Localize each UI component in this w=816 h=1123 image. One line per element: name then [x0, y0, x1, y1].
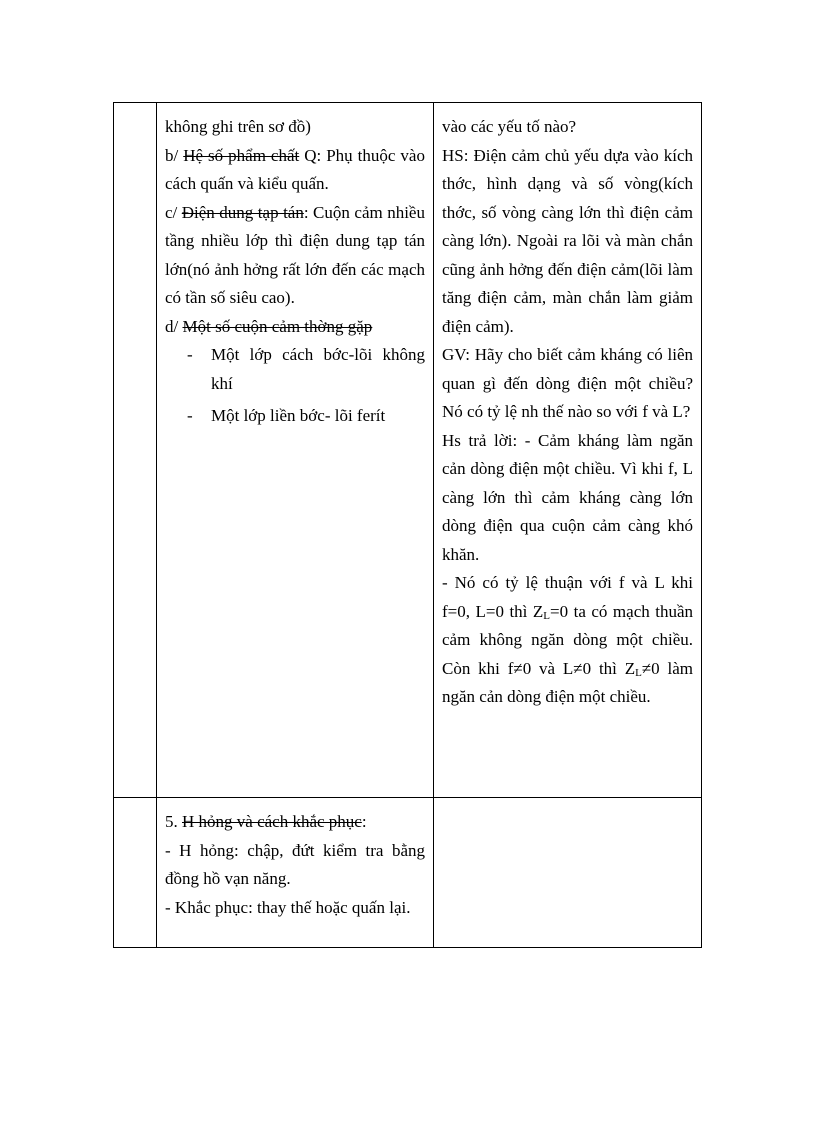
paragraph: Hs trả lời: - Cảm kháng làm ngăn cản dòng điện một chiều. Vì khi f, L càng lớn thì cảm kháng càng lớn dòng điện qua cuộn cảm càng khó khăn. — [442, 430, 693, 564]
b-text: Q: Phụ thuộc vào cách quấn và kiểu quấn. — [165, 145, 425, 193]
paragraph: - Khắc phục: thay thế hoặc quấn lại. — [165, 897, 411, 917]
paragraph: - Nó có tỷ lệ thuận với f và L khi f=0, L=0 thì ZL=0 ta có mạch thuần cảm không ngăn dòng một chiều. Còn khi f≠0 và L≠0 thì ZL≠0 làm ngăn cản dòng điện một chiều. — [442, 573, 693, 706]
empty-cell — [434, 798, 702, 948]
paragraph: GV: Hãy cho biết cảm kháng có liên quan gì đến dòng điện một chiều? Nó có tỷ lệ nh thế nào so với f và L? — [442, 345, 693, 421]
list-item: - Một lớp cách bớc-lõi không khí — [187, 345, 425, 393]
coil-type-list — [165, 341, 425, 431]
text-line: không ghi trên sơ đồ) — [165, 117, 311, 136]
content-cell — [157, 103, 434, 798]
c-prefix: c/ — [165, 202, 182, 222]
content-cell — [157, 798, 434, 948]
text-line: vào các yếu tố nào? — [442, 117, 577, 136]
paragraph-c — [165, 199, 425, 313]
content-cell — [434, 103, 702, 798]
paragraph-d — [165, 313, 425, 342]
c-heading: Điện dung tạp tán — [181, 202, 304, 222]
list-item: - Một lớp liền bớc- lõi ferít — [187, 406, 386, 425]
b-heading: Hệ số phẩm chất — [183, 145, 300, 165]
table-row — [114, 798, 702, 948]
empty-cell — [114, 798, 157, 948]
table-row — [114, 103, 702, 798]
section-heading: 5. H hỏng và cách khắc phục: — [165, 812, 367, 831]
empty-cell — [114, 103, 157, 798]
d-heading: Một số cuộn cảm thờng gặp — [182, 316, 373, 336]
paragraph: - H hỏng: chập, đứt kiểm tra bằng đồng hồ vạn năng. — [165, 840, 425, 888]
paragraph-b — [165, 142, 425, 199]
paragraph: HS: Điện cảm chủ yếu dựa vào kích thớc, hình dạng và số vòng(kích thớc, số vòng càng lớn thì điện cảm càng lớn). Ngoài ra lõi và màn chắn cũng ảnh hởng đến điện cảm(lõi làm tăng điện cảm, màn chắn làm giảm điện cảm). — [442, 145, 693, 336]
lesson-table — [113, 102, 702, 948]
b-prefix: b/ — [165, 145, 184, 165]
c-text: : Cuộn cảm nhiều tầng nhiều lớp thì điện dung tạp tán lớn(nó ảnh hởng rất lớn đến các mạch có tần số siêu cao). — [165, 202, 425, 307]
d-prefix: d/ — [165, 316, 183, 336]
